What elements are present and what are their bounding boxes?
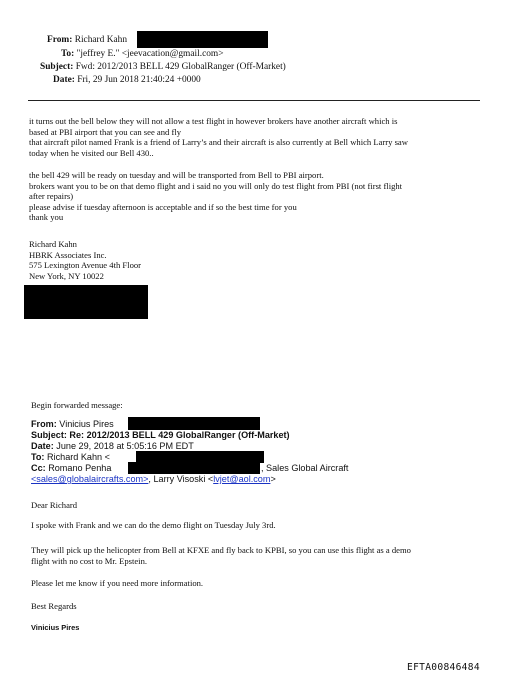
redaction-bar xyxy=(128,417,260,430)
forward-paragraph-2 xyxy=(31,545,411,566)
forward-cc-label: Cc: xyxy=(31,463,46,473)
forward-paragraph-3: Please let me know if you need more information. xyxy=(31,578,204,588)
header-subject-value: Fwd: 2012/2013 BELL 429 GlobalRanger (Off-Market) xyxy=(75,62,286,72)
sales-email-link[interactable]: <sales@globalaircrafts.com> xyxy=(31,474,149,484)
forward-cc-continuation: , Sales Global Aircraft xyxy=(261,463,349,473)
forward-subject-value: Re: 2012/2013 BELL 429 GlobalRanger (Off-Market) xyxy=(69,430,290,440)
forward-date-label: Date: xyxy=(31,441,54,451)
forward-date-row xyxy=(31,441,194,452)
redaction-bar xyxy=(24,285,148,319)
message-paragraph-2 xyxy=(29,170,402,223)
forward-to-label: To: xyxy=(31,452,45,462)
forward-subject-label: Subject: xyxy=(31,430,67,440)
header-divider xyxy=(28,100,480,101)
signature-line: New York, NY 10022 xyxy=(29,270,104,281)
signature-line: 575 Lexington Avenue 4th Floor xyxy=(29,260,142,271)
text-line: based at PBI airport that you can see and fly xyxy=(29,126,182,137)
forward-to-value: Richard Kahn < xyxy=(47,452,110,462)
text-line: it turns out the bell below they will not allow a test flight in however brokers have another aircraft which is xyxy=(29,116,398,126)
text-line: the bell 429 will be ready on tuesday and will be transported from Bell to PBI airport. xyxy=(29,170,324,180)
forward-closing: Best Regards xyxy=(31,601,77,611)
header-to-row xyxy=(61,48,224,60)
forward-paragraph-1: I spoke with Frank and we can do the demo flight on Tuesday July 3rd. xyxy=(31,520,276,530)
forward-from-row xyxy=(31,419,114,430)
text-line: today when he visited our Bell 430.. xyxy=(29,147,154,158)
header-from-row xyxy=(47,34,127,46)
redaction-bar xyxy=(128,462,260,474)
redaction-bar xyxy=(137,31,268,48)
header-from-label: From: xyxy=(47,35,73,45)
text-line: brokers want you to be on that demo flight and i said no you will only do test flight from PBI (not first flight xyxy=(29,180,403,191)
header-date-row xyxy=(53,74,201,86)
forward-greeting: Dear Richard xyxy=(31,500,78,510)
forward-from-value: Vinicius Pires xyxy=(59,419,114,429)
text-line: They will pick up the helicopter from Bell at KFXE and fly back to KPBI, so you can use this flight as a demo xyxy=(31,545,411,555)
text-line: after repairs) xyxy=(29,191,74,202)
document-id: EFTA00846484 xyxy=(407,662,480,673)
forward-cc-value: Romano Penha xyxy=(48,463,112,473)
header-from-value: Richard Kahn xyxy=(74,35,128,45)
forward-subject-row xyxy=(31,430,290,441)
forward-signature: Vinicius Pires xyxy=(31,623,80,632)
text-line: flight with no cost to Mr. Epstein. xyxy=(31,555,148,566)
forward-cc-row xyxy=(31,463,111,474)
text-line: please advise if tuesday afternoon is acceptable and if so the best time for you xyxy=(29,201,297,212)
forward-cc-line2 xyxy=(31,474,276,485)
header-subject-label: Subject: xyxy=(40,62,74,72)
header-date-label: Date: xyxy=(53,75,75,85)
header-to-value: "jeffrey E." <jeevacation@gmail.com> xyxy=(76,49,224,59)
message-signature xyxy=(29,239,141,281)
text-line: that aircraft pilot named Frank is a friend of Larry’s and their aircraft is also currently at Bell which Larry saw xyxy=(29,137,408,148)
forward-intro: Begin forwarded message: xyxy=(31,400,123,410)
message-paragraph-1 xyxy=(29,116,408,158)
forward-from-label: From: xyxy=(31,419,57,429)
header-subject-row xyxy=(40,61,286,73)
forward-date-value: June 29, 2018 at 5:05:16 PM EDT xyxy=(56,441,194,451)
cc-closing-bracket: > xyxy=(270,474,276,484)
signature-line: Richard Kahn xyxy=(29,239,77,249)
header-date-value: Fri, 29 Jun 2018 21:40:24 +0000 xyxy=(77,75,201,85)
text-line: thank you xyxy=(29,212,64,223)
cc-separator-text: , Larry Visoski < xyxy=(148,474,214,484)
lvjet-email-link[interactable]: lvjet@aol.com xyxy=(213,474,271,484)
header-to-label: To: xyxy=(61,49,75,59)
forward-to-row xyxy=(31,452,110,463)
signature-line: HBRK Associates Inc. xyxy=(29,249,107,260)
